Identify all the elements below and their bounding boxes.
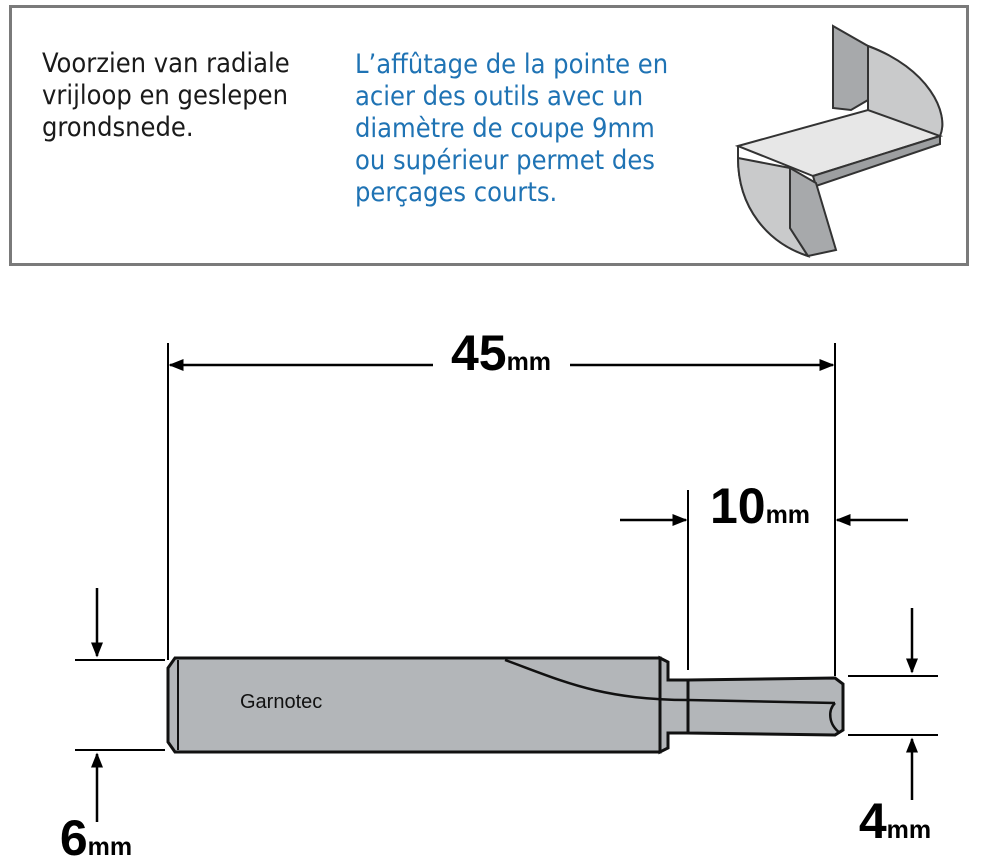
shank-diameter-value: 6	[59, 810, 88, 866]
overall-length-value: 45	[450, 325, 507, 381]
shank-diameter-dimension	[60, 588, 165, 866]
svg-text:45mm	[451, 325, 551, 381]
svg-text:4mm	[859, 793, 931, 849]
overall-length-dimension	[170, 325, 833, 381]
svg-text:10mm	[710, 478, 810, 534]
shank-diameter-unit: mm	[87, 833, 133, 861]
description-dutch: Voorzien van radiale vrijloop en geslepen grondsnede.	[42, 48, 290, 143]
neck	[660, 658, 688, 752]
cutting-length-dimension	[620, 478, 908, 534]
cutting-diameter-value: 4	[858, 793, 887, 849]
cutting-length-value: 10	[709, 478, 766, 534]
cutting-diameter-dimension	[848, 608, 938, 849]
brand-label: Garnotec	[240, 691, 323, 713]
cutting-diameter-unit: mm	[886, 816, 932, 844]
router-bit	[168, 658, 843, 752]
cutting-length-unit: mm	[765, 501, 811, 529]
overall-length-unit: mm	[506, 348, 552, 376]
cutting-head	[688, 678, 843, 735]
description-french: L’affûtage de la pointe en acier des outils avec un diamètre de coupe 9mm ou supérieur permet des perçages courts.	[355, 49, 669, 208]
